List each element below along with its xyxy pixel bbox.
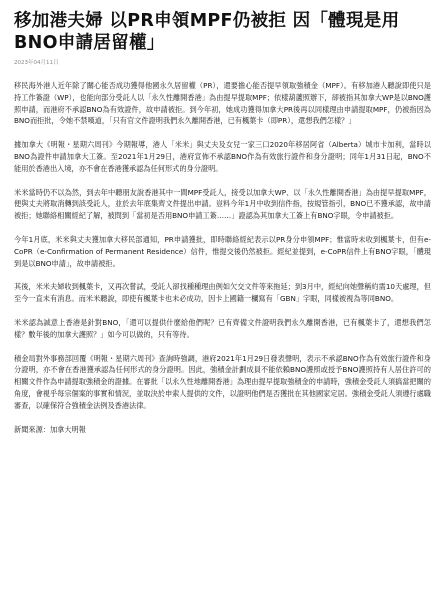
article-paragraph: 據加拿大《明報・星期六周刊》今期報導，港人「米米」與丈夫及女兒一家三口2020年移居阿省（Alberta）城市卡加利，當時以BNO為證件申請加拿大工簽。至2021年1月29日，港府宣佈不承認BNO作為有效旅行證件和身分證明；同年1月31日起，BNO不能用於香港出入境，亦不會在香港獲承認為任何形式的身分證明。: [14, 140, 431, 173]
article-paragraph: 移民海外港人近年除了關心能否成功獲得他國永久居留權（PR），還要擔心能否提早領取強積金（MPF）。有移加港人聽說即使只是持工作簽證（WP），也能向部分受託人以「永久性離開香港」為由提早提取MPF；依樣葫蘆照辦下，卻被指其加拿大WP是以BNO護照申請，而港府不承認BNO為有效證件，故申請被拒。到今年初，她成功獲得加拿大PR後再以同樣理由申請提取MPF，仍被指因為BNO而拒批，令她不禁嘆道，「只有官文件證明我們永久離開香港，已有楓葉卡（即PR），還想我們怎樣？」: [14, 81, 431, 126]
article-paragraph: 米米當時仍不以為然，到去年中聽朋友說香港其中一間MPF受託人，接受以加拿大WP、以「永久性離開香港」為由提早提取MPF，便與丈夫將取消轉到該受託人，並於去年底集齊文件提出申請。豈料今年1月中收到信件指，按規管指引，BNO已不獲承認，故申請被拒；她聯絡相關經紀了解，被問到「當初是否用BNO申請工簽……」證認為其加拿大工簽上有BNO字眼，令申請被拒。: [14, 187, 431, 221]
article-source: 新聞來源：加拿大明報: [14, 424, 86, 434]
article-paragraph: 積金局對外事務部回覆《明報・星期六周刊》查詢時強調，港府2021年1月29日發表聲明，表示不承認BNO作為有效旅行證件和身分證明，亦不會在香港獲承認為任何形式的身分證明。因此，強積金計劃成員不能依賴BNO護照或授予BNO護照持有人居住許可的相關文件作為申請提取強積金的證據。在審批「以永久性地離開香港」為理由提早提取強積金的申請時，強積金受託人須搞當把關的角度，會視乎每宗個案的事實和情況，並取決於申索人提供的文件，以證明他們是否獲批在其他國家定居。強積金受託人須遵行處職審查，以確保符合強積金法例及香港法律。: [14, 353, 431, 410]
article-paragraph: 其後，米米夫婦收到楓葉卡，又再次嘗試，受託人卻找種種理由例如欠交文件等來拖延；到3月中，經紀向她聲稱約需10天處理，但至今一直未有消息。而米米聽說，即使有楓葉卡也未必成功，因卡上國籍一欄寫有「GBN」字眼，同樣被視為等同BNO。: [14, 282, 431, 304]
article-title: 移加港夫婦 以PR申領MPF仍被拒 因「體現是用BNO申請居留權」: [14, 11, 400, 53]
article-paragraph: 今年1月底，米米與丈夫獲加拿大移民部通知，PR申請獲批，即時聯絡經紀表示以PR身分申領MPF；惟當時未收到楓葉卡，但有e-CoPR（e-Confirmation of Permanent Residence）信件，惟提交後仍然被拒。經紀並提到，e-CoPR信件上有BNO字眼，「體現到是以BNO申請」，故申請被拒。: [14, 234, 431, 268]
article-date: 2023年04月11日: [14, 60, 59, 66]
article-paragraph: 米米認為誠意上香港是針對BNO，「還可以提供什麼給他們呢？已有齊備文件證明我們永久離開香港，已有楓葉卡了，還想我們怎樣？數年後的加拿大護照？」如今可以做的，只有等待。: [14, 317, 431, 339]
